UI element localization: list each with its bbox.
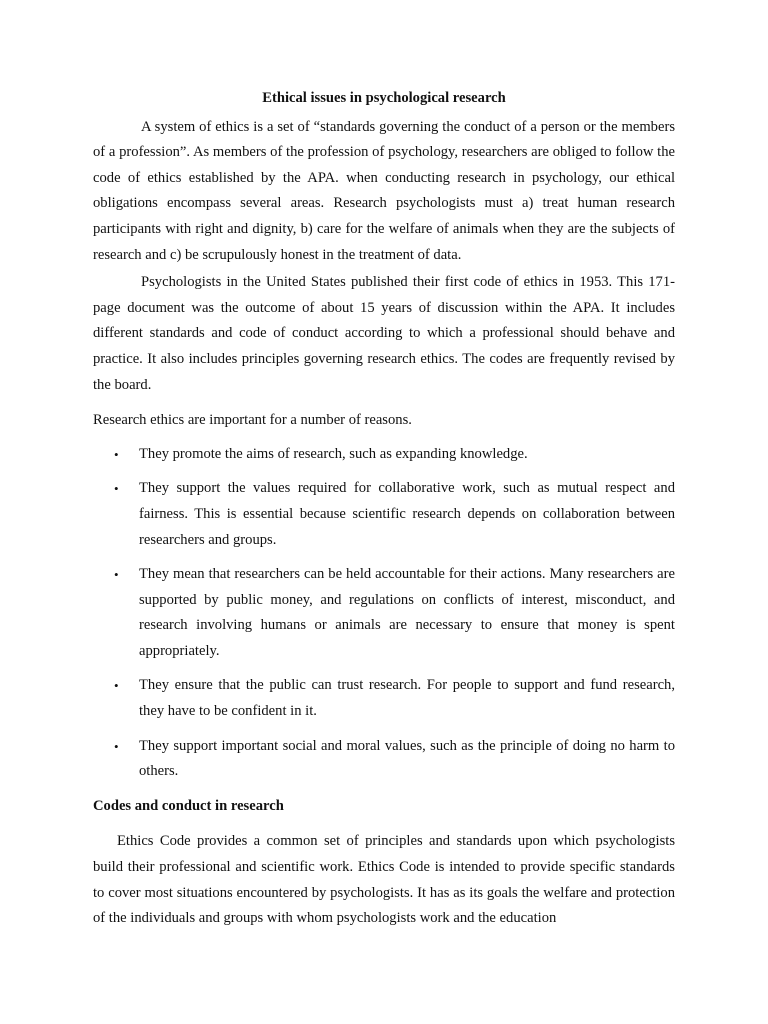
- bullet-icon: •: [114, 481, 119, 497]
- list-item-text: They support important social and moral values, such as the principle of doing no harm to others.: [139, 737, 675, 780]
- bullet-icon: •: [114, 446, 119, 462]
- reasons-intro: Research ethics are important for a number of reasons.: [93, 412, 412, 429]
- bullet-icon: •: [114, 678, 119, 694]
- bullet-icon: •: [114, 738, 119, 754]
- section-heading: Codes and conduct in research: [93, 797, 284, 814]
- list-item-text: They ensure that the public can trust research. For people to support and fund research, they have to be confident in it.: [139, 677, 675, 720]
- list-item-text: They mean that researchers can be held accountable for their actions. Many researchers are supported by public money, and regulations on conflicts of interest, misconduct, and research involving humans or animals are necessary to ensure that money is spent appropriately.: [139, 566, 675, 659]
- list-item: [93, 673, 675, 724]
- list-item: [93, 734, 675, 785]
- document-title: Ethical issues in psychological research: [262, 90, 506, 106]
- list-item-text: They promote the aims of research, such as expanding knowledge.: [139, 445, 528, 462]
- document-body: [93, 86, 675, 932]
- list-item-text: They support the values required for collaborative work, such as mutual respect and fairness. This is essential because scientific research depends on collaboration between researchers and groups.: [139, 480, 675, 548]
- list-item: [93, 562, 675, 664]
- paragraph-ethics-code: Ethics Code provides a common set of principles and standards upon which psychologists build their professional and scientific work. Ethics Code is intended to provide specific standards to cover most situations encountered by psychologists. It has as its goals the welfare and protection of the individuals and groups with whom psychologists work and the education: [93, 833, 675, 927]
- paragraph-code-history: Psychologists in the United States published their first code of ethics in 1953. This 171-page document was the outcome of about 15 years of discussion within the APA. It includes different standards and code of conduct according to which a professional should behave and practice. It also includes principles governing research ethics. The codes are frequently revised by the board.: [93, 274, 675, 393]
- list-item: [93, 476, 675, 553]
- reasons-list: [93, 442, 675, 785]
- bullet-icon: •: [114, 567, 119, 583]
- paragraph-ethics-definition: A system of ethics is a set of “standards governing the conduct of a person or the members of a profession”. As members of the profession of psychology, researchers are obliged to follow the code of ethics established by the APA. when conducting research in psychology, our ethical obligations encompass several areas. Research psychologists must a) treat human research participants with right and dignity, b) care for the welfare of animals when they are the subjects of research and c) be scrupulously honest in the treatment of data.: [93, 118, 675, 263]
- list-item: [93, 442, 675, 468]
